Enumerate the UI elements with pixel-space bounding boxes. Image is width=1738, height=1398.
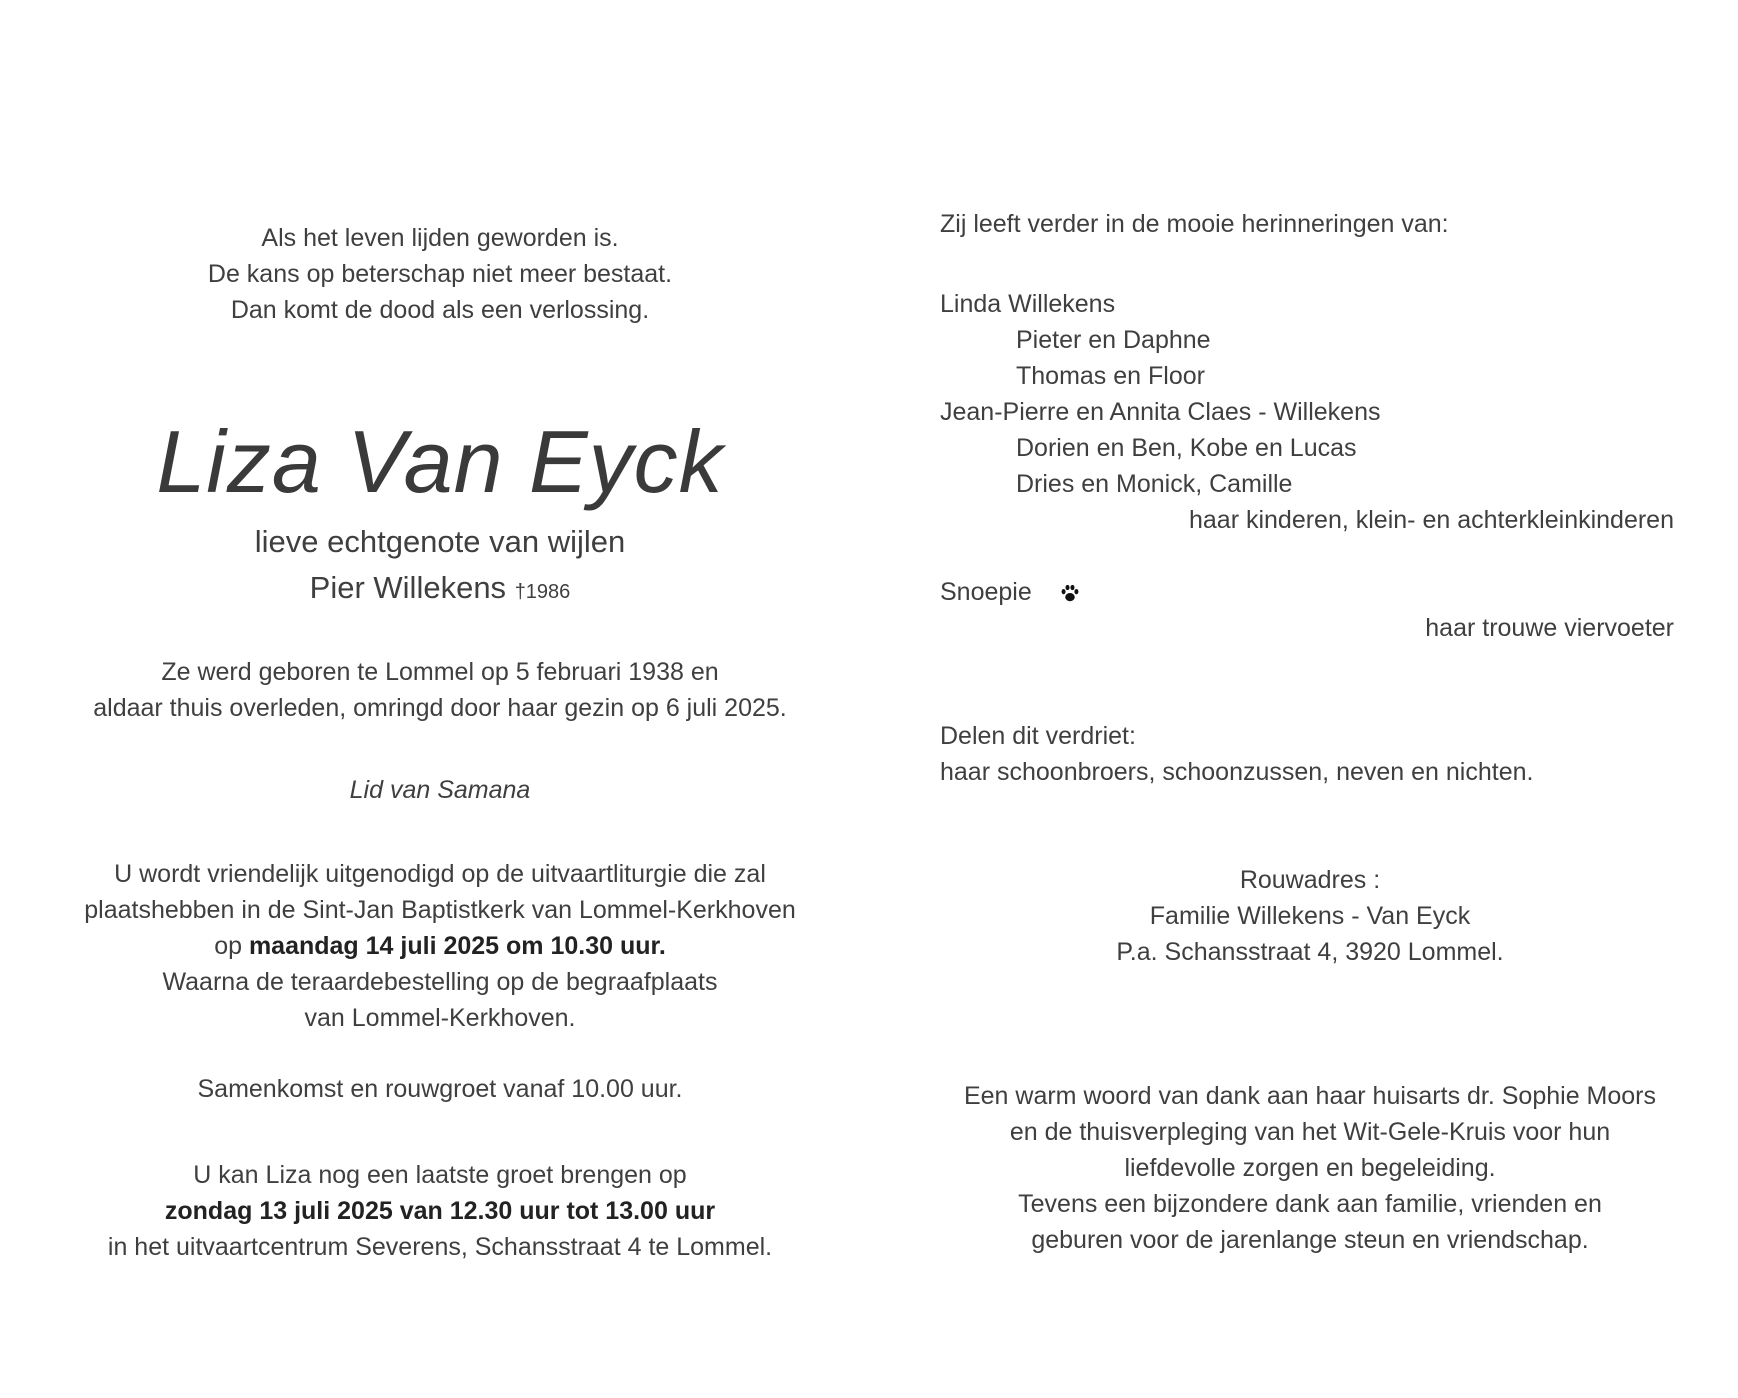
- farewell-date: zondag 13 juli 2025 van 12.30 uur tot 13.00 uur: [164, 1197, 716, 1225]
- family-grandchild: Thomas en Floor: [1016, 362, 1205, 390]
- farewell-line: U kan Liza nog een laatste groet brengen op: [193, 1161, 687, 1189]
- membership: Lid van Samana: [349, 776, 531, 804]
- death-line: aldaar thuis overleden, omringd door haar gezin op 6 juli 2025.: [93, 694, 787, 722]
- birth-line: Ze werd geboren te Lommel op 5 februari 1938 en: [161, 658, 719, 686]
- spouse-line: [30, 566, 850, 614]
- thanks-line: liefdevolle zorgen en begeleiding.: [1124, 1154, 1496, 1182]
- funeral-line: plaatshebben in de Sint-Jan Baptistkerk van Lommel-Kerkhoven: [84, 896, 796, 924]
- sharing-line: Delen dit verdriet:: [940, 722, 1136, 750]
- family-child: Linda Willekens: [940, 290, 1116, 318]
- pet-name: Snoepie: [940, 578, 1032, 606]
- family-grandchild: Dries en Monick, Camille: [1016, 470, 1293, 498]
- memories-intro: Zij leeft verder in de mooie herinneringen van:: [940, 210, 1449, 238]
- sharing-line: haar schoonbroers, schoonzussen, neven en nichten.: [940, 758, 1534, 786]
- funeral-date: maandag 14 juli 2025 om 10.30 uur.: [248, 932, 666, 960]
- poem-line: Als het leven lijden geworden is.: [261, 224, 619, 252]
- thanks-line: en de thuisverpleging van het Wit-Gele-Kruis voor hun: [1009, 1118, 1611, 1146]
- address-street: P.a. Schansstraat 4, 3920 Lommel.: [1116, 938, 1504, 966]
- gathering-line: Samenkomst en rouwgroet vanaf 10.00 uur.: [197, 1075, 683, 1103]
- funeral-date-line: [30, 928, 850, 964]
- family-child: Jean-Pierre en Annita Claes - Willekens: [940, 398, 1381, 426]
- poem-line: Dan komt de dood als een verlossing.: [230, 296, 650, 324]
- funeral-date-prefix: op: [214, 932, 249, 960]
- spouse-death-year: †1986: [514, 581, 571, 603]
- funeral-line: Waarna de teraardebestelling op de begraafplaats: [162, 968, 718, 996]
- deceased-name: Liza Van Eyck: [156, 412, 724, 511]
- family-grandchild: Pieter en Daphne: [1016, 326, 1211, 354]
- thanks-line: Een warm woord van dank aan haar huisarts dr. Sophie Moors: [963, 1082, 1657, 1110]
- poem-line: De kans op beterschap niet meer bestaat.: [207, 260, 673, 288]
- thanks-line: Tevens een bijzondere dank aan familie, vrienden en: [1018, 1190, 1602, 1218]
- family-grandchild: Dorien en Ben, Kobe en Lucas: [1016, 434, 1357, 462]
- pet-caption: haar trouwe viervoeter: [1425, 614, 1674, 642]
- funeral-line: U wordt vriendelijk uitgenodigd op de uitvaartliturgie die zal: [114, 860, 766, 888]
- address-family: Familie Willekens - Van Eyck: [1149, 902, 1471, 930]
- funeral-line: van Lommel-Kerkhoven.: [304, 1004, 576, 1032]
- relation-line: lieve echtgenote van wijlen: [254, 524, 626, 559]
- address-label: Rouwadres :: [1239, 866, 1381, 894]
- pet-line: [940, 574, 1081, 610]
- family-caption: haar kinderen, klein- en achterkleinkinderen: [1188, 506, 1674, 534]
- thanks-line: geburen voor de jarenlange steun en vriendschap.: [1031, 1226, 1589, 1254]
- spouse-name: Pier Willekens: [309, 570, 507, 605]
- farewell-location: in het uitvaartcentrum Severens, Schansstraat 4 te Lommel.: [107, 1233, 773, 1261]
- paw-icon: [1059, 582, 1081, 604]
